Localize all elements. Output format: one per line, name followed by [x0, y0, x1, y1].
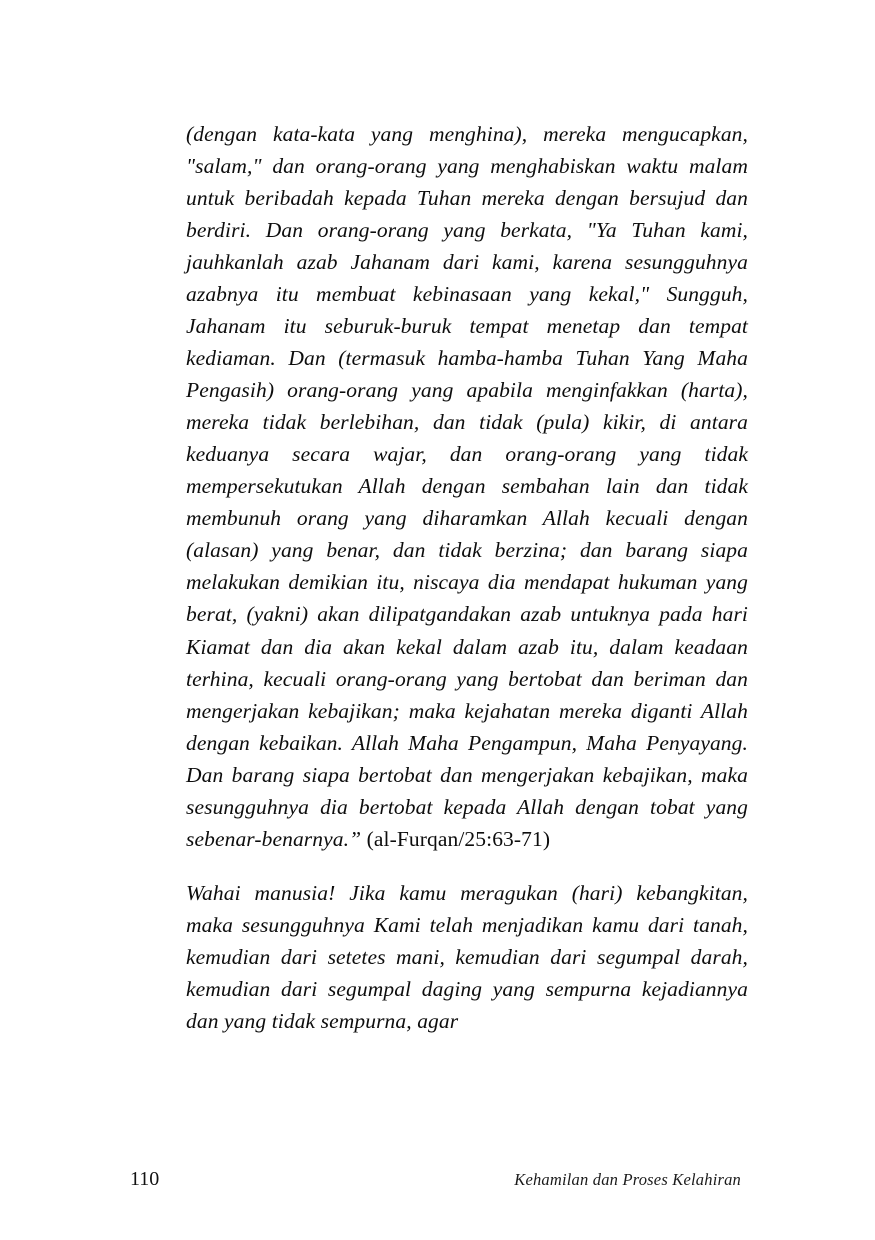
- page-footer: [0, 1168, 875, 1192]
- paragraph-1-text: (dengan kata-kata yang menghina), mereka mengucapkan, "salam," dan orang-orang yang menghabiskan waktu malam untuk beribadah kepada Tuhan mereka dengan bersujud dan berdiri. Dan orang-orang yang berkata, "Ya Tuhan kami, jauhkanlah azab Jahanam dari kami, karena sesungguhnya azabnya itu membuat kebinasaan yang kekal," Sungguh, Jahanam itu seburuk-buruk tempat menetap dan tempat kediaman. Dan (termasuk hamba-hamba Tuhan Yang Maha Pengasih) orang-orang yang apabila menginfakkan (harta), mereka tidak berlebihan, dan tidak (pula) kikir, di antara keduanya secara wajar, dan orang-orang yang tidak mempersekutukan Allah dengan sembahan lain dan tidak membunuh orang yang diharamkan Allah kecuali dengan (alasan) yang benar, dan tidak berzina; dan barang siapa melakukan demikian itu, niscaya dia mendapat hukuman yang berat, (yakni) akan dilipatgandakan azab untuknya pada hari Kiamat dan dia akan kekal dalam azab itu, dalam keadaan terhina, kecuali orang-orang yang bertobat dan beriman dan mengerjakan kebajikan; maka kejahatan mereka diganti Allah dengan kebaikan. Allah Maha Pengampun, Maha Penyayang. Dan barang siapa bertobat dan mengerjakan kebajikan, maka sesungguhnya dia bertobat kepada Allah dengan tobat yang sebenar-benarnya.”: [186, 122, 748, 851]
- paragraph-2: [186, 877, 748, 1037]
- page-number: 110: [130, 1168, 160, 1190]
- paragraph-1-reference: (al-Furqan/25:63-71): [361, 826, 551, 851]
- paragraph-2-text: Wahai manusia! Jika kamu meragukan (hari) kebangkitan, maka sesungguhnya Kami telah menjadikan kamu dari tanah, kemudian dari setetes mani, kemudian dari segumpal darah, kemudian dari segumpal daging yang sempurna kejadiannya dan yang tidak sempurna, agar: [186, 880, 748, 1033]
- page-body: [186, 118, 748, 1037]
- running-head: Kehamilan dan Proses Kelahiran: [514, 1170, 741, 1189]
- paragraph-1: [186, 118, 748, 855]
